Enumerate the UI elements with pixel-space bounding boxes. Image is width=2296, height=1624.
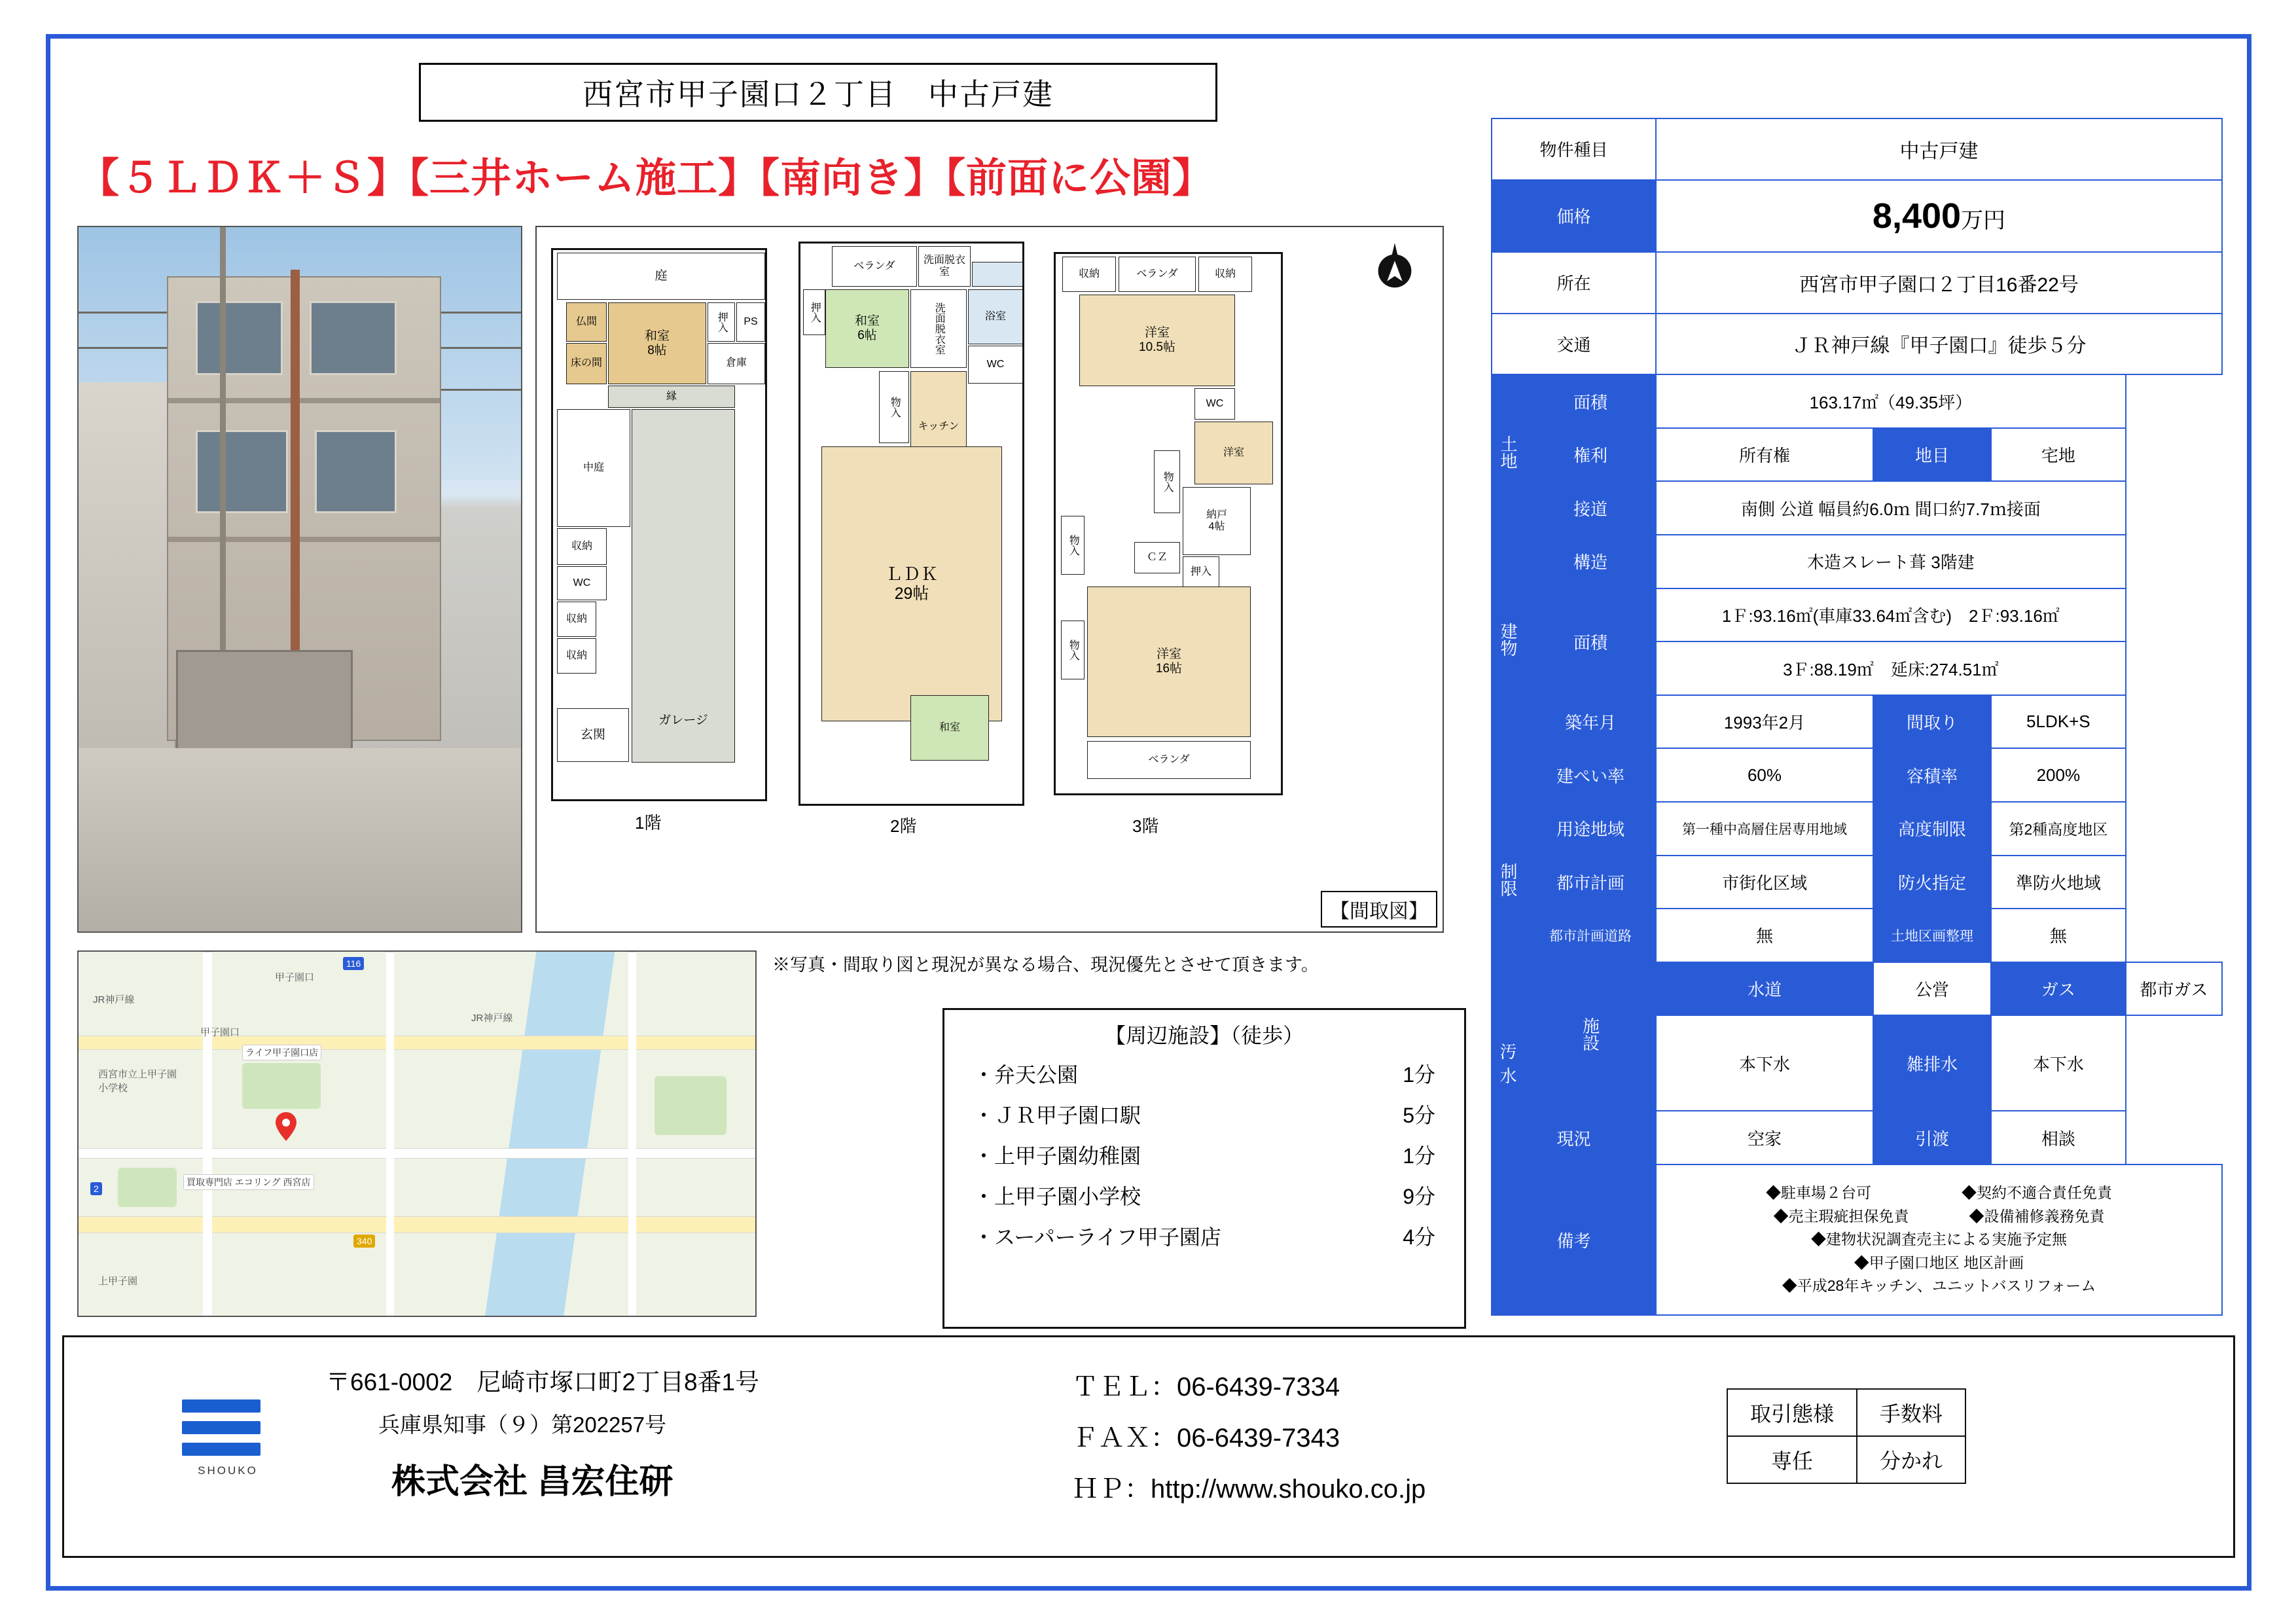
spec-group-restriction — [1492, 748, 1525, 1015]
map-label: 甲子園口 — [275, 972, 315, 983]
table-row — [1492, 802, 2222, 856]
room-label: ＬＤＫ — [885, 564, 939, 585]
floorplan-2f — [798, 242, 1024, 806]
spec-label: 汚水 — [1492, 1015, 1525, 1111]
spec-value: 南側 公道 幅員約6.0ｍ 間口約7.7ｍ接面 — [1656, 481, 2126, 535]
room-label: 収納 — [571, 540, 592, 552]
table-row — [1492, 428, 2222, 482]
room-label: 仏間 — [575, 316, 597, 327]
table-row — [1727, 1436, 1965, 1483]
spec-value: 1993年2月 — [1656, 695, 1873, 749]
deal-type-value: 専任 — [1727, 1436, 1857, 1483]
room-label: 倉庫 — [725, 357, 747, 369]
spec-value: 無 — [1656, 909, 1873, 962]
spec-label: 建ぺい率 — [1525, 748, 1656, 802]
compass-north-icon — [1369, 242, 1420, 300]
room-label: 洗面脱衣室 — [923, 254, 965, 278]
spec-value: 西宮市甲子園口２丁目16番22号 — [1656, 252, 2222, 314]
table-row — [1492, 252, 2222, 314]
room-label: 和室 — [854, 314, 880, 329]
facility-name: ・ＪＲ甲子園口駅 — [973, 1104, 1141, 1127]
company-fax: ＦＡＸ：06-6439-7343 — [1072, 1424, 1340, 1453]
spec-label: 地目 — [1873, 428, 1991, 482]
map-label: JR神戸線 — [471, 1013, 513, 1024]
facilities-heading: 【周辺施設】（徒歩） — [1104, 1024, 1304, 1047]
spec-label: 備考 — [1492, 1164, 1656, 1315]
facility-time: 1分 — [1403, 1144, 1435, 1168]
room-label: 床の間 — [570, 357, 602, 369]
page-subtitle: 【５ＬＤＫ＋Ｓ】【三井ホーム施工】【南向き】【前面に公園】 — [79, 156, 1214, 201]
room-label: 玄関 — [580, 728, 605, 742]
room-size: 4帖 — [1208, 521, 1225, 532]
spec-label: 面積 — [1525, 588, 1656, 695]
spec-label: 現況 — [1492, 1111, 1656, 1164]
map-route-badge: 116 — [343, 957, 364, 970]
room-label: 洋室 — [1223, 446, 1244, 458]
room-label: キッチン — [918, 420, 960, 432]
spec-value: 相談 — [1991, 1111, 2126, 1164]
spec-label: 用途地域 — [1525, 802, 1656, 856]
room-label: 浴室 — [984, 310, 1006, 322]
spec-value: 本下水 — [1656, 1015, 1873, 1111]
room-label: 物入 — [1067, 640, 1079, 660]
logo-caption: SHOUKO — [198, 1464, 258, 1477]
remark-item: ◆建物状況調査売主による実施予定無 — [1811, 1231, 2067, 1248]
deal-type-label: 取引態様 — [1727, 1389, 1857, 1436]
spec-label: 権利 — [1525, 428, 1656, 482]
company-homepage[interactable]: ＨＰ：http://www.shouko.co.jp — [1072, 1475, 1426, 1504]
map-label: JR神戸線 — [93, 994, 135, 1005]
room-size: 29帖 — [894, 585, 929, 604]
spec-label: 所在 — [1492, 252, 1656, 314]
spec-value: 所有権 — [1656, 428, 1873, 482]
room-size: 16帖 — [1155, 662, 1183, 676]
facility-time: 1分 — [1403, 1063, 1435, 1087]
footer-panel — [62, 1335, 2235, 1558]
room-label: ＣＺ — [1146, 551, 1168, 563]
price-number: 8,400 — [1872, 196, 1962, 236]
floor-label-3f: 3階 — [1132, 816, 1159, 836]
spec-value: 空家 — [1656, 1111, 1873, 1164]
floor-label-1f: 1階 — [635, 813, 662, 833]
map-label: 上甲子園 — [98, 1276, 138, 1287]
facility-name: ・上甲子園小学校 — [973, 1185, 1141, 1208]
room-label: 洋室 — [1156, 647, 1181, 662]
spec-label: 引渡 — [1873, 1111, 1991, 1164]
spec-label: 面積 — [1525, 374, 1656, 428]
table-row — [1492, 856, 2222, 909]
table-row — [1492, 748, 2222, 802]
spec-value: ＪＲ神戸線『甲子園口』徒歩５分 — [1656, 314, 2222, 375]
room-label: WC — [1206, 397, 1224, 409]
facility-time: 5分 — [1403, 1104, 1435, 1127]
spec-label: 間取り — [1873, 695, 1991, 749]
spec-label: 雑排水 — [1873, 1015, 1991, 1111]
spec-group-label: 建物 — [1498, 622, 1518, 657]
spec-value: 60% — [1656, 748, 1873, 802]
map-label: 甲子園口 — [200, 1027, 240, 1038]
spec-value: 1Ｆ:93.16㎡(車庫33.64㎡含む) 2Ｆ:93.16㎡ — [1656, 588, 2126, 642]
spec-label: 構造 — [1525, 535, 1656, 588]
table-row — [1492, 314, 2222, 375]
company-address: 〒661-0002 尼崎市塚口町2丁目8番1号 — [326, 1369, 760, 1396]
spec-value: 163.17㎡（49.35坪） — [1656, 374, 2126, 428]
spec-label: 容積率 — [1873, 748, 1991, 802]
facility-name: ・スーパーライフ甲子園店 — [973, 1225, 1221, 1249]
table-row — [1492, 180, 2222, 252]
spec-value: 3Ｆ:88.19㎡ 延床:274.51㎡ — [1656, 641, 2126, 695]
room-label: WC — [573, 577, 591, 588]
photo-utility-pole — [220, 227, 226, 664]
spec-label: 築年月 — [1525, 695, 1656, 749]
spec-value: 中古戸建 — [1656, 118, 2222, 180]
room-size: 8帖 — [647, 343, 667, 357]
spec-value: 無 — [1991, 909, 2126, 962]
floor-label-2f: 2階 — [890, 816, 917, 836]
spec-label: 物件種目 — [1492, 118, 1656, 180]
spec-value — [1656, 180, 2222, 252]
room-label: WC — [986, 358, 1005, 370]
map-pin-icon — [275, 1112, 297, 1141]
table-row — [1492, 909, 2222, 962]
floorplan-caption — [1321, 891, 1437, 928]
room-label: 庭 — [655, 269, 668, 283]
room-label: 縁 — [666, 390, 677, 402]
facility-time: 9分 — [1403, 1185, 1435, 1208]
facility-row — [944, 1053, 1464, 1094]
table-row — [1492, 374, 2222, 428]
page-title: 西宮市甲子園口２丁目 中古戸建 — [583, 77, 1054, 111]
spec-value: 木造スレート葺 3階建 — [1656, 535, 2126, 588]
exterior-photo — [77, 226, 522, 933]
spec-value: 本下水 — [1991, 1015, 2126, 1111]
facility-name: ・上甲子園幼稚園 — [973, 1144, 1141, 1168]
room-label: 洗面脱衣室 — [933, 302, 945, 355]
room-label: 押入 — [716, 312, 728, 333]
location-map — [77, 950, 757, 1317]
transaction-table — [1727, 1388, 1966, 1484]
spec-value: 市街化区域 — [1656, 856, 1873, 909]
table-row — [1492, 962, 2222, 1016]
table-row — [1492, 118, 2222, 180]
spec-value: 準防火地域 — [1991, 856, 2126, 909]
room-label: 収納 — [1214, 268, 1236, 280]
room-label: ベランダ — [1136, 268, 1178, 280]
fee-value: 分かれ — [1857, 1436, 1965, 1483]
facility-name: ・弁天公園 — [973, 1063, 1079, 1087]
nearby-facilities-panel — [942, 1008, 1466, 1329]
spec-value: 都市ガス — [2126, 962, 2222, 1016]
room-label: 収納 — [1078, 268, 1100, 280]
facility-row — [944, 1094, 1464, 1134]
spec-value: 5LDK+S — [1991, 695, 2126, 749]
price-unit: 万円 — [1961, 208, 2006, 233]
spec-value: 第一種中高層住居専用地域 — [1656, 802, 1873, 856]
room-size: 10.5帖 — [1139, 340, 1175, 354]
company-name: 株式会社 昌宏住研 — [391, 1463, 673, 1501]
room-label: 収納 — [565, 613, 587, 624]
spec-label: 都市計画 — [1525, 856, 1656, 909]
spec-label: 水道 — [1656, 962, 1873, 1016]
floorplan-3f — [1054, 252, 1283, 795]
map-route-badge: 340 — [353, 1235, 375, 1248]
spec-label: 接道 — [1525, 481, 1656, 535]
map-label: 西宮市立上甲子園小学校 — [98, 1069, 177, 1094]
remark-item: ◆駐車場２台可 ◆契約不適合責任免責 — [1766, 1183, 2112, 1201]
remark-item: ◆平成28年キッチン、ユニットバスリフォーム — [1782, 1277, 2096, 1295]
table-row — [1492, 695, 2222, 749]
property-spec-table — [1491, 118, 2223, 1316]
table-row — [1492, 1164, 2222, 1315]
room-label: ベランダ — [853, 260, 895, 272]
floorplan-caption-text: 【間取図】 — [1330, 901, 1428, 922]
remark-item: ◆売主瑕疵担保免責 ◆設備補修義務免責 — [1773, 1207, 2105, 1225]
spec-group-land — [1492, 374, 1525, 535]
floorplan-panel — [535, 226, 1444, 933]
company-logo — [182, 1399, 274, 1498]
room-label: ガレージ — [658, 713, 708, 728]
table-row — [1492, 1111, 2222, 1164]
spec-label: 土地区画整理 — [1873, 909, 1991, 962]
room-label: 和室 — [644, 329, 670, 343]
fee-label: 手数料 — [1857, 1389, 1965, 1436]
spec-group-building — [1492, 535, 1525, 748]
room-size: 6帖 — [857, 329, 877, 342]
spec-value: 宅地 — [1991, 428, 2126, 482]
spec-value: 公営 — [1873, 962, 1991, 1016]
room-label: 物入 — [1067, 535, 1079, 556]
remark-item: ◆甲子園口地区 地区計画 — [1854, 1254, 2024, 1271]
table-row — [1727, 1389, 1965, 1436]
remarks-cell — [1656, 1164, 2222, 1315]
spec-label: 都市計画道路 — [1525, 909, 1656, 962]
table-row — [1492, 535, 2222, 588]
spec-label: 高度制限 — [1873, 802, 1991, 856]
map-route-badge: 2 — [90, 1182, 102, 1195]
photo-ground — [79, 748, 521, 931]
spec-group-label: 土地 — [1498, 435, 1518, 470]
table-row — [1492, 481, 2222, 535]
spec-group-label: 施設 — [1580, 1017, 1600, 1051]
room-label: ベランダ — [1148, 753, 1190, 765]
room-label: 押入 — [1190, 566, 1211, 577]
spec-group-facility — [1525, 962, 1656, 1111]
page-title-box — [419, 63, 1217, 122]
room-label: 納戸 — [1206, 509, 1227, 520]
room-label: 中庭 — [583, 461, 604, 473]
room-label: 洋室 — [1144, 326, 1170, 340]
facility-row — [944, 1134, 1464, 1175]
spec-group-label: 制限 — [1498, 862, 1518, 897]
map-label: 買取専門店 エコリング 西宮店 — [183, 1174, 314, 1190]
facility-time: 4分 — [1403, 1225, 1435, 1249]
room-label: 物入 — [889, 397, 901, 418]
room-label: PS — [744, 316, 758, 327]
room-label: 収納 — [565, 649, 587, 661]
room-label: 押入 — [809, 302, 821, 323]
floorplan-1f — [551, 248, 767, 801]
table-row — [1492, 588, 2222, 642]
spec-label: ガス — [1991, 962, 2126, 1016]
spec-label: 防火指定 — [1873, 856, 1991, 909]
map-label: ライフ甲子園口店 — [242, 1045, 321, 1060]
photo-neighbor-building — [79, 382, 176, 791]
spec-label: 価格 — [1492, 180, 1656, 252]
spec-value: 第2種高度地区 — [1991, 802, 2126, 856]
room-label: 和室 — [939, 721, 960, 733]
spec-label: 交通 — [1492, 314, 1656, 375]
spec-value: 200% — [1991, 748, 2126, 802]
facility-row — [944, 1216, 1464, 1256]
company-tel: ＴＥＬ：06-6439-7334 — [1072, 1373, 1340, 1401]
photo-disclaimer: ※写真・間取り図と現況が異なる場合、現況優先とさせて頂きます。 — [772, 955, 1319, 975]
facility-row — [944, 1175, 1464, 1216]
room-label: 物入 — [1162, 471, 1174, 492]
company-license: 兵庫県知事（９）第202257号 — [378, 1413, 667, 1437]
